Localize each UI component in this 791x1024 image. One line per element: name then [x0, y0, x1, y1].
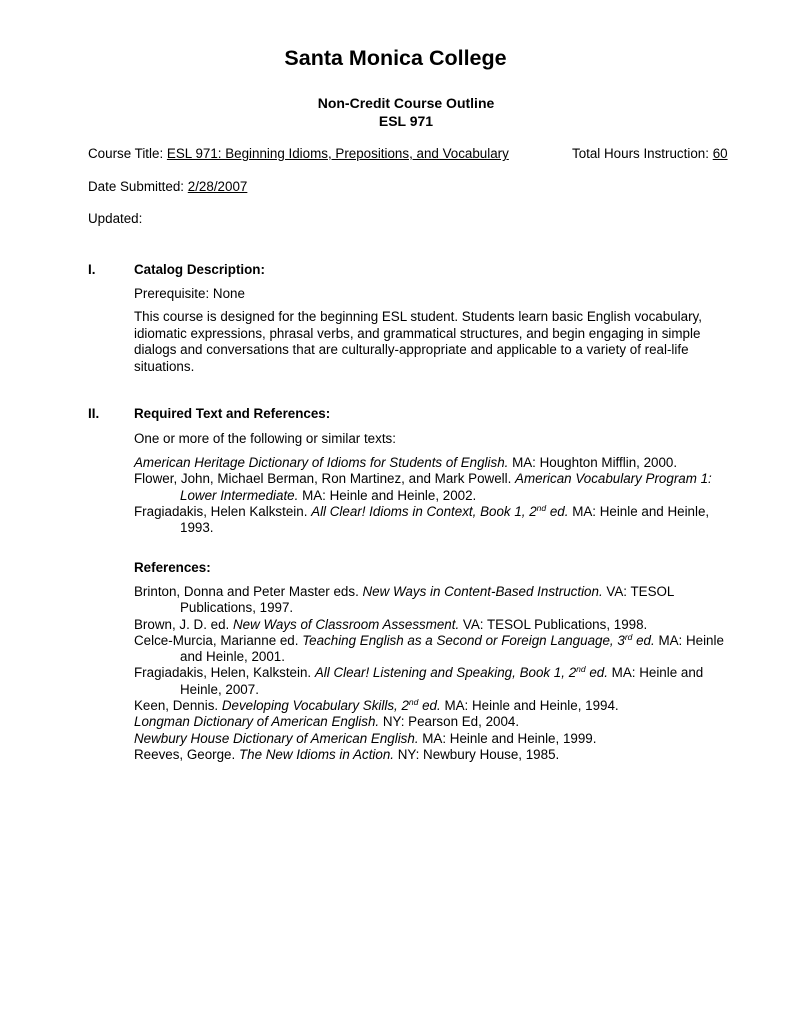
text-entry-1: American Heritage Dictionary of Idioms for Students of English. MA: Houghton Mifflin, 2000.: [134, 455, 678, 470]
reference-entry-1: Brinton, Donna and Peter Master eds. New Ways in Content-Based Instruction. VA: TESOL Publications, 1997.: [134, 584, 674, 616]
course-title-line: [88, 146, 509, 161]
section-1-number: I.: [88, 262, 96, 277]
prerequisite-text: Prerequisite: None: [134, 286, 245, 301]
section-1-title: Catalog Description:: [134, 262, 265, 277]
total-hours-value: 60: [712, 146, 728, 161]
total-hours-label: Total Hours Instruction:: [572, 146, 709, 161]
outline-heading: [0, 94, 791, 130]
references-list: [134, 584, 734, 763]
date-submitted-label: Date Submitted:: [88, 179, 185, 194]
course-title-label: Course Title:: [88, 146, 164, 161]
total-hours-line: [572, 146, 728, 161]
date-submitted-value: 2/28/2007: [187, 179, 248, 194]
text-entry-2: Flower, John, Michael Berman, Ron Martinez, and Mark Powell. American Vocabulary Program 1: Lower Intermediate. MA: Heinle and Heinle, 2002.: [134, 471, 712, 503]
texts-intro: One or more of the following or similar texts:: [134, 431, 396, 446]
course-title-value: ESL 971: Beginning Idioms, Prepositions, and Vocabulary: [166, 146, 509, 161]
reference-entry-6: Longman Dictionary of American English. NY: Pearson Ed, 2004.: [134, 714, 520, 730]
course-code: ESL 971: [378, 113, 434, 129]
date-submitted-line: [88, 179, 247, 194]
catalog-description-text: This course is designed for the beginning ESL student. Students learn basic English vocabulary, idiomatic expressions, phrasal verbs, and grammatical structures, and begin engaging in simple dialogs and conversations that are culturally-appropriate and applicable to a variety of real-life situations.: [134, 309, 702, 374]
reference-entry-8: Reeves, George. The New Idioms in Action. NY: Newbury House, 1985.: [134, 746, 560, 762]
outline-title: Non-Credit Course Outline: [317, 95, 495, 111]
reference-entry-4: Fragiadakis, Helen, Kalkstein. All Clear! Listening and Speaking, Book 1, 2nd ed. MA: Heinle and Heinle, 2007.: [134, 664, 704, 697]
section-2-title: Required Text and References:: [134, 406, 331, 421]
reference-entry-7: Newbury House Dictionary of American English. MA: Heinle and Heinle, 1999.: [134, 730, 597, 746]
reference-entry-5: Keen, Dennis. Developing Vocabulary Skills, 2nd ed. MA: Heinle and Heinle, 1994.: [134, 697, 619, 714]
references-title: References:: [134, 560, 211, 575]
reference-entry-2: Brown, J. D. ed. New Ways of Classroom Assessment. VA: TESOL Publications, 1998.: [134, 616, 648, 632]
college-title: Santa Monica College: [284, 46, 507, 70]
section-2-number: II.: [88, 406, 100, 421]
required-texts-list: [134, 455, 734, 536]
reference-entry-3: Celce-Murcia, Marianne ed. Teaching English as a Second or Foreign Language, 3rd ed. MA: Heinle and Heinle, 2001.: [134, 631, 724, 665]
text-entry-3: Fragiadakis, Helen Kalkstein. All Clear! Idioms in Context, Book 1, 2nd ed. MA: Heinle and Heinle, 1993.: [134, 502, 710, 536]
updated-label: Updated:: [88, 211, 143, 226]
